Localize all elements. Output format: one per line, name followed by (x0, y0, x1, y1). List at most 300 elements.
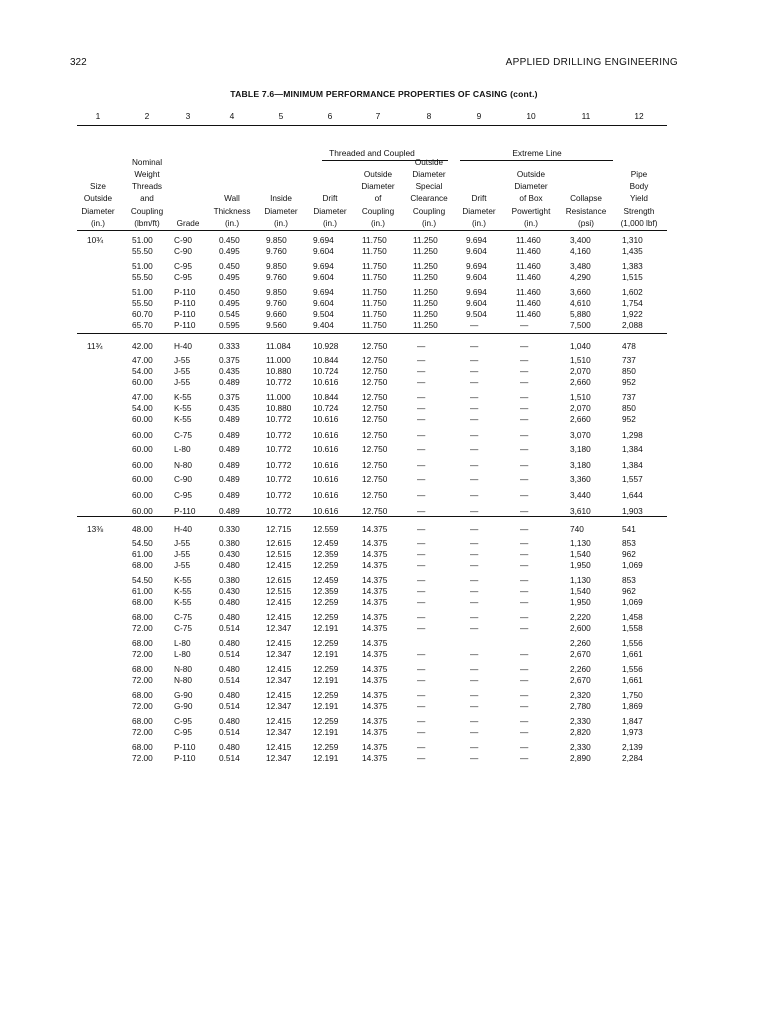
table-cell: — (470, 742, 479, 752)
column-header (177, 160, 200, 230)
table-row (0, 341, 768, 352)
table-cell: 10.772 (266, 490, 292, 500)
table-cell: 2,284 (622, 753, 643, 763)
table-cell: 853 (622, 575, 636, 585)
table-cell: 2,088 (622, 320, 643, 330)
table-cell: — (470, 320, 479, 330)
table-cell: 3,400 (570, 235, 591, 245)
table-cell: — (470, 430, 479, 440)
table-cell: P-110 (174, 320, 196, 330)
table-cell: — (520, 701, 529, 711)
table-cell: 737 (622, 392, 636, 402)
column-header-line: Thickness (213, 206, 251, 216)
table-cell: 12.259 (313, 716, 339, 726)
column-number: 7 (375, 111, 381, 121)
table-cell: 2,660 (570, 377, 591, 387)
table-row (0, 675, 768, 686)
table-cell: 61.00 (132, 549, 153, 559)
table-cell: P-110 (174, 309, 196, 319)
table-cell: 0.489 (219, 414, 240, 424)
table-cell: 1,602 (622, 287, 643, 297)
table-cell: 10.724 (313, 366, 339, 376)
table-cell: 68.00 (132, 690, 153, 700)
table-cell: C-95 (174, 261, 192, 271)
table-cell: 1,903 (622, 506, 643, 516)
column-header (462, 160, 495, 230)
table-cell: 12.715 (266, 524, 292, 534)
table-cell: 3,180 (570, 460, 591, 470)
table-cell: 12.415 (266, 638, 292, 648)
group-header-threaded: Threaded and Coupled (329, 148, 415, 158)
table-cell: — (417, 474, 426, 484)
table-cell: K-55 (174, 597, 192, 607)
table-cell: 2,330 (570, 716, 591, 726)
table-cell: — (470, 575, 479, 585)
table-row (0, 366, 768, 377)
table-cell: — (417, 575, 426, 585)
table-cell: 10.616 (313, 430, 339, 440)
column-header-line: Inside (270, 194, 292, 204)
column-number: 3 (185, 111, 191, 121)
table-cell: 2,330 (570, 742, 591, 752)
table-cell: — (520, 403, 529, 413)
table-cell: — (470, 355, 479, 365)
table-row (0, 392, 768, 403)
table-cell: 68.00 (132, 742, 153, 752)
table-row (0, 716, 768, 727)
table-cell: — (417, 524, 426, 534)
table-cell: 0.514 (219, 701, 240, 711)
table-cell: — (417, 727, 426, 737)
table-cell: 2,780 (570, 701, 591, 711)
table-cell: — (417, 549, 426, 559)
table-cell: — (520, 430, 529, 440)
page-number: 322 (70, 57, 87, 68)
table-cell: — (520, 538, 529, 548)
table-row (0, 742, 768, 753)
table-cell: G-90 (174, 701, 193, 711)
table-cell: 12.559 (313, 524, 339, 534)
table-cell: 60.00 (132, 490, 153, 500)
column-header-line: Diameter (514, 182, 548, 192)
column-header-line: Strength (623, 206, 655, 216)
table-cell: 1,384 (622, 460, 643, 470)
table-cell: 12.750 (362, 377, 388, 387)
table-cell: 55.50 (132, 272, 153, 282)
table-cell: — (470, 506, 479, 516)
table-cell: — (470, 560, 479, 570)
table-cell: 4,610 (570, 298, 591, 308)
table-row (0, 444, 768, 455)
table-cell: 1,540 (570, 586, 591, 596)
table-cell: 12.191 (313, 623, 339, 633)
table-cell: — (417, 649, 426, 659)
table-cell: — (520, 560, 529, 570)
table-cell: 0.480 (219, 742, 240, 752)
table-cell: 14.375 (362, 742, 388, 752)
table-cell: 1,540 (570, 549, 591, 559)
table-row (0, 261, 768, 272)
table-cell: 10.880 (266, 366, 292, 376)
column-header-line: Weight (134, 169, 160, 179)
size-cell: 10¾ (87, 235, 104, 245)
table-cell: 10.772 (266, 414, 292, 424)
table-cell: 11.250 (413, 235, 438, 245)
table-cell: 72.00 (132, 675, 153, 685)
column-header (81, 160, 114, 230)
table-cell: 12.515 (266, 549, 292, 559)
table-cell: 0.480 (219, 664, 240, 674)
table-cell: 1,754 (622, 298, 643, 308)
column-header-line: Powertight (511, 206, 551, 216)
table-cell: 11.460 (516, 246, 541, 256)
table-cell: 2,320 (570, 690, 591, 700)
table-row (0, 597, 768, 608)
column-header-line: (in.) (523, 218, 539, 228)
table-cell: — (470, 612, 479, 622)
table-cell: 12.750 (362, 460, 388, 470)
table-cell: 11.750 (362, 287, 387, 297)
table-cell: 0.480 (219, 560, 240, 570)
table-cell: — (520, 586, 529, 596)
column-header-line: (in.) (90, 218, 106, 228)
column-header-line: Diameter (313, 206, 347, 216)
table-row (0, 272, 768, 283)
table-cell: — (417, 392, 426, 402)
column-header-line: Resistance (565, 206, 607, 216)
column-number: 10 (526, 111, 536, 121)
table-cell: 14.375 (362, 597, 388, 607)
table-cell: 1,557 (622, 474, 643, 484)
table-cell: — (470, 538, 479, 548)
table-cell: 0.435 (219, 403, 240, 413)
table-cell: 0.545 (219, 309, 240, 319)
table-cell: 1,973 (622, 727, 643, 737)
table-cell: 10.772 (266, 444, 292, 454)
table-cell: 54.00 (132, 366, 153, 376)
table-cell: — (470, 675, 479, 685)
table-cell: C-95 (174, 727, 192, 737)
table-cell: 11.250 (413, 298, 438, 308)
table-cell: 1,384 (622, 444, 643, 454)
table-cell: 1,556 (622, 664, 643, 674)
table-cell: — (470, 623, 479, 633)
column-header (264, 160, 297, 230)
table-cell: 12.750 (362, 355, 388, 365)
table-cell: — (470, 460, 479, 470)
table-cell: 51.00 (132, 261, 153, 271)
table-cell: C-90 (174, 474, 192, 484)
table-cell: — (470, 444, 479, 454)
table-cell: 12.347 (266, 649, 292, 659)
table-cell: 14.375 (362, 549, 388, 559)
table-cell: 0.480 (219, 716, 240, 726)
table-cell: 14.375 (362, 623, 388, 633)
table-cell: — (470, 490, 479, 500)
table-cell: 2,600 (570, 623, 591, 633)
column-number: 12 (634, 111, 644, 121)
table-cell: 72.00 (132, 701, 153, 711)
table-cell: 12.615 (266, 538, 292, 548)
table-cell: 10.616 (313, 414, 339, 424)
column-header-line: Outside (363, 169, 393, 179)
table-cell: 3,440 (570, 490, 591, 500)
column-header-line: Drift (471, 194, 487, 204)
table-cell: 12.750 (362, 506, 388, 516)
table-cell: 9.604 (313, 246, 334, 256)
table-cell: L-80 (174, 444, 191, 454)
table-row (0, 549, 768, 560)
table-cell: — (470, 690, 479, 700)
table-cell: P-110 (174, 287, 196, 297)
table-row (0, 649, 768, 660)
table-cell: 0.514 (219, 753, 240, 763)
column-number: 9 (476, 111, 482, 121)
column-header-line: (lbm/ft) (134, 218, 160, 228)
table-cell: 14.375 (362, 538, 388, 548)
column-header-line: (1,000 lbf) (620, 218, 658, 228)
table-cell: 0.450 (219, 261, 240, 271)
table-cell: 0.514 (219, 623, 240, 633)
table-cell: — (417, 742, 426, 752)
table-cell: 68.00 (132, 612, 153, 622)
table-cell: — (470, 701, 479, 711)
table-cell: 9.694 (466, 287, 487, 297)
table-cell: 0.489 (219, 474, 240, 484)
header-top-rule (77, 125, 667, 126)
table-cell: 9.694 (466, 235, 487, 245)
table-cell: C-90 (174, 235, 192, 245)
table-cell: — (470, 716, 479, 726)
table-cell: — (470, 727, 479, 737)
table-cell: 11.750 (362, 261, 387, 271)
column-header-line: Coupling (130, 206, 164, 216)
table-cell: — (417, 341, 426, 351)
table-cell: 14.375 (362, 727, 388, 737)
column-header-line: Yield (630, 194, 648, 204)
column-header-line: (in.) (471, 218, 487, 228)
table-cell: J-55 (174, 355, 191, 365)
table-cell: 12.750 (362, 414, 388, 424)
column-header (410, 157, 448, 230)
table-cell: 1,458 (622, 612, 643, 622)
table-cell: — (520, 727, 529, 737)
table-row (0, 664, 768, 675)
table-cell: 1,040 (570, 341, 591, 351)
table-cell: 12.750 (362, 392, 388, 402)
table-cell: — (417, 506, 426, 516)
table-cell: 48.00 (132, 524, 153, 534)
table-cell: 11.750 (362, 298, 387, 308)
table-cell: — (417, 403, 426, 413)
table-cell: 14.375 (362, 524, 388, 534)
table-row (0, 287, 768, 298)
table-cell: 3,180 (570, 444, 591, 454)
table-cell: — (417, 716, 426, 726)
table-cell: — (417, 355, 426, 365)
table-cell: 0.595 (219, 320, 240, 330)
table-cell: C-75 (174, 430, 192, 440)
table-cell: 10.616 (313, 377, 339, 387)
table-row (0, 377, 768, 388)
table-cell: — (417, 623, 426, 633)
table-cell: 1,130 (570, 538, 591, 548)
table-cell: 952 (622, 377, 636, 387)
table-cell: 51.00 (132, 287, 153, 297)
table-cell: 12.347 (266, 675, 292, 685)
table-cell: 12.259 (313, 560, 339, 570)
table-cell: K-55 (174, 392, 192, 402)
table-row (0, 246, 768, 257)
table-cell: 9.504 (313, 309, 334, 319)
table-cell: 55.50 (132, 298, 153, 308)
column-header-line: Drift (322, 194, 338, 204)
table-cell: 1,069 (622, 597, 643, 607)
table-cell: N-80 (174, 460, 192, 470)
table-row (0, 638, 768, 649)
table-cell: 11.460 (516, 298, 541, 308)
table-cell: 3,360 (570, 474, 591, 484)
table-cell: G-90 (174, 690, 193, 700)
table-cell: — (417, 586, 426, 596)
column-header (361, 160, 394, 230)
table-cell: — (417, 366, 426, 376)
column-header (621, 160, 658, 230)
table-cell: 0.380 (219, 575, 240, 585)
table-cell: — (417, 444, 426, 454)
column-header-line: Wall (224, 194, 240, 204)
table-cell: — (470, 403, 479, 413)
table-cell: — (417, 597, 426, 607)
table-cell: — (417, 414, 426, 424)
table-cell: 1,069 (622, 560, 643, 570)
table-cell: 12.259 (313, 664, 339, 674)
table-cell: 10.616 (313, 506, 339, 516)
table-cell: — (520, 716, 529, 726)
table-cell: 0.480 (219, 612, 240, 622)
table-cell: 3,610 (570, 506, 591, 516)
table-cell: 2,820 (570, 727, 591, 737)
table-cell: 9.694 (313, 235, 334, 245)
column-header-line: Diameter (361, 182, 395, 192)
table-cell: — (520, 377, 529, 387)
table-cell: — (417, 612, 426, 622)
column-header-line: Diameter (264, 206, 298, 216)
column-header-line: Outside (516, 169, 546, 179)
column-header-line: Body (629, 182, 649, 192)
table-cell: — (520, 675, 529, 685)
table-cell: 11.250 (413, 320, 438, 330)
table-cell: 2,890 (570, 753, 591, 763)
table-cell: 60.70 (132, 309, 153, 319)
table-cell: 68.00 (132, 597, 153, 607)
table-cell: N-80 (174, 664, 192, 674)
table-cell: 12.347 (266, 727, 292, 737)
table-cell: 11.460 (516, 309, 541, 319)
table-cell: 12.191 (313, 649, 339, 659)
table-row (0, 298, 768, 309)
table-cell: 1,435 (622, 246, 643, 256)
table-cell: 853 (622, 538, 636, 548)
table-cell: 14.375 (362, 575, 388, 585)
table-row (0, 403, 768, 414)
table-cell: — (417, 538, 426, 548)
table-cell: 12.459 (313, 575, 339, 585)
table-cell: 12.750 (362, 366, 388, 376)
table-cell: 1,298 (622, 430, 643, 440)
table-cell: 12.750 (362, 341, 388, 351)
table-cell: 2,260 (570, 664, 591, 674)
table-cell: 12.515 (266, 586, 292, 596)
table-cell: 9.760 (266, 246, 287, 256)
table-cell: 11.750 (362, 246, 387, 256)
table-row (0, 414, 768, 425)
table-cell: 9.604 (313, 298, 334, 308)
table-cell: 9.694 (313, 261, 334, 271)
table-row (0, 490, 768, 501)
table-cell: 10.928 (313, 341, 339, 351)
table-cell: 55.50 (132, 246, 153, 256)
table-cell: 12.347 (266, 753, 292, 763)
table-cell: J-55 (174, 560, 191, 570)
table-cell: 1,558 (622, 623, 643, 633)
table-cell: 12.359 (313, 549, 339, 559)
table-cell: 10.616 (313, 474, 339, 484)
table-cell: — (520, 460, 529, 470)
column-header-line: (in.) (421, 218, 437, 228)
table-cell: 11.750 (362, 309, 387, 319)
table-cell: — (417, 701, 426, 711)
column-header-line: of Box (519, 194, 543, 204)
column-header-line: Threads (131, 182, 163, 192)
table-cell: 0.495 (219, 246, 240, 256)
table-cell: 54.00 (132, 403, 153, 413)
group-separator-rule (77, 516, 667, 517)
table-cell: — (470, 524, 479, 534)
table-cell: 11.250 (413, 287, 438, 297)
table-cell: 1,847 (622, 716, 643, 726)
table-cell: 14.375 (362, 716, 388, 726)
table-cell: 14.375 (362, 753, 388, 763)
table-cell: K-55 (174, 414, 192, 424)
table-cell: 12.259 (313, 690, 339, 700)
table-cell: 0.375 (219, 392, 240, 402)
table-cell: 12.750 (362, 444, 388, 454)
column-header-line: Clearance (410, 194, 448, 204)
table-cell: 54.50 (132, 538, 153, 548)
table-cell: 11.250 (413, 261, 438, 271)
table-cell: 51.00 (132, 235, 153, 245)
table-cell: 1,750 (622, 690, 643, 700)
table-cell: C-75 (174, 612, 192, 622)
table-cell: — (520, 524, 529, 534)
table-cell: 9.404 (313, 320, 334, 330)
column-header (512, 160, 551, 230)
column-header-line: Diameter (81, 206, 115, 216)
table-row (0, 538, 768, 549)
table-cell: C-95 (174, 490, 192, 500)
table-cell: 0.380 (219, 538, 240, 548)
table-cell: 12.191 (313, 753, 339, 763)
table-cell: 3,480 (570, 261, 591, 271)
table-cell: — (470, 392, 479, 402)
table-cell: 11.000 (266, 355, 291, 365)
table-cell: — (417, 664, 426, 674)
group-separator-rule (77, 333, 667, 334)
table-row (0, 460, 768, 471)
table-cell: 1,644 (622, 490, 643, 500)
table-cell: 11.250 (413, 309, 438, 319)
